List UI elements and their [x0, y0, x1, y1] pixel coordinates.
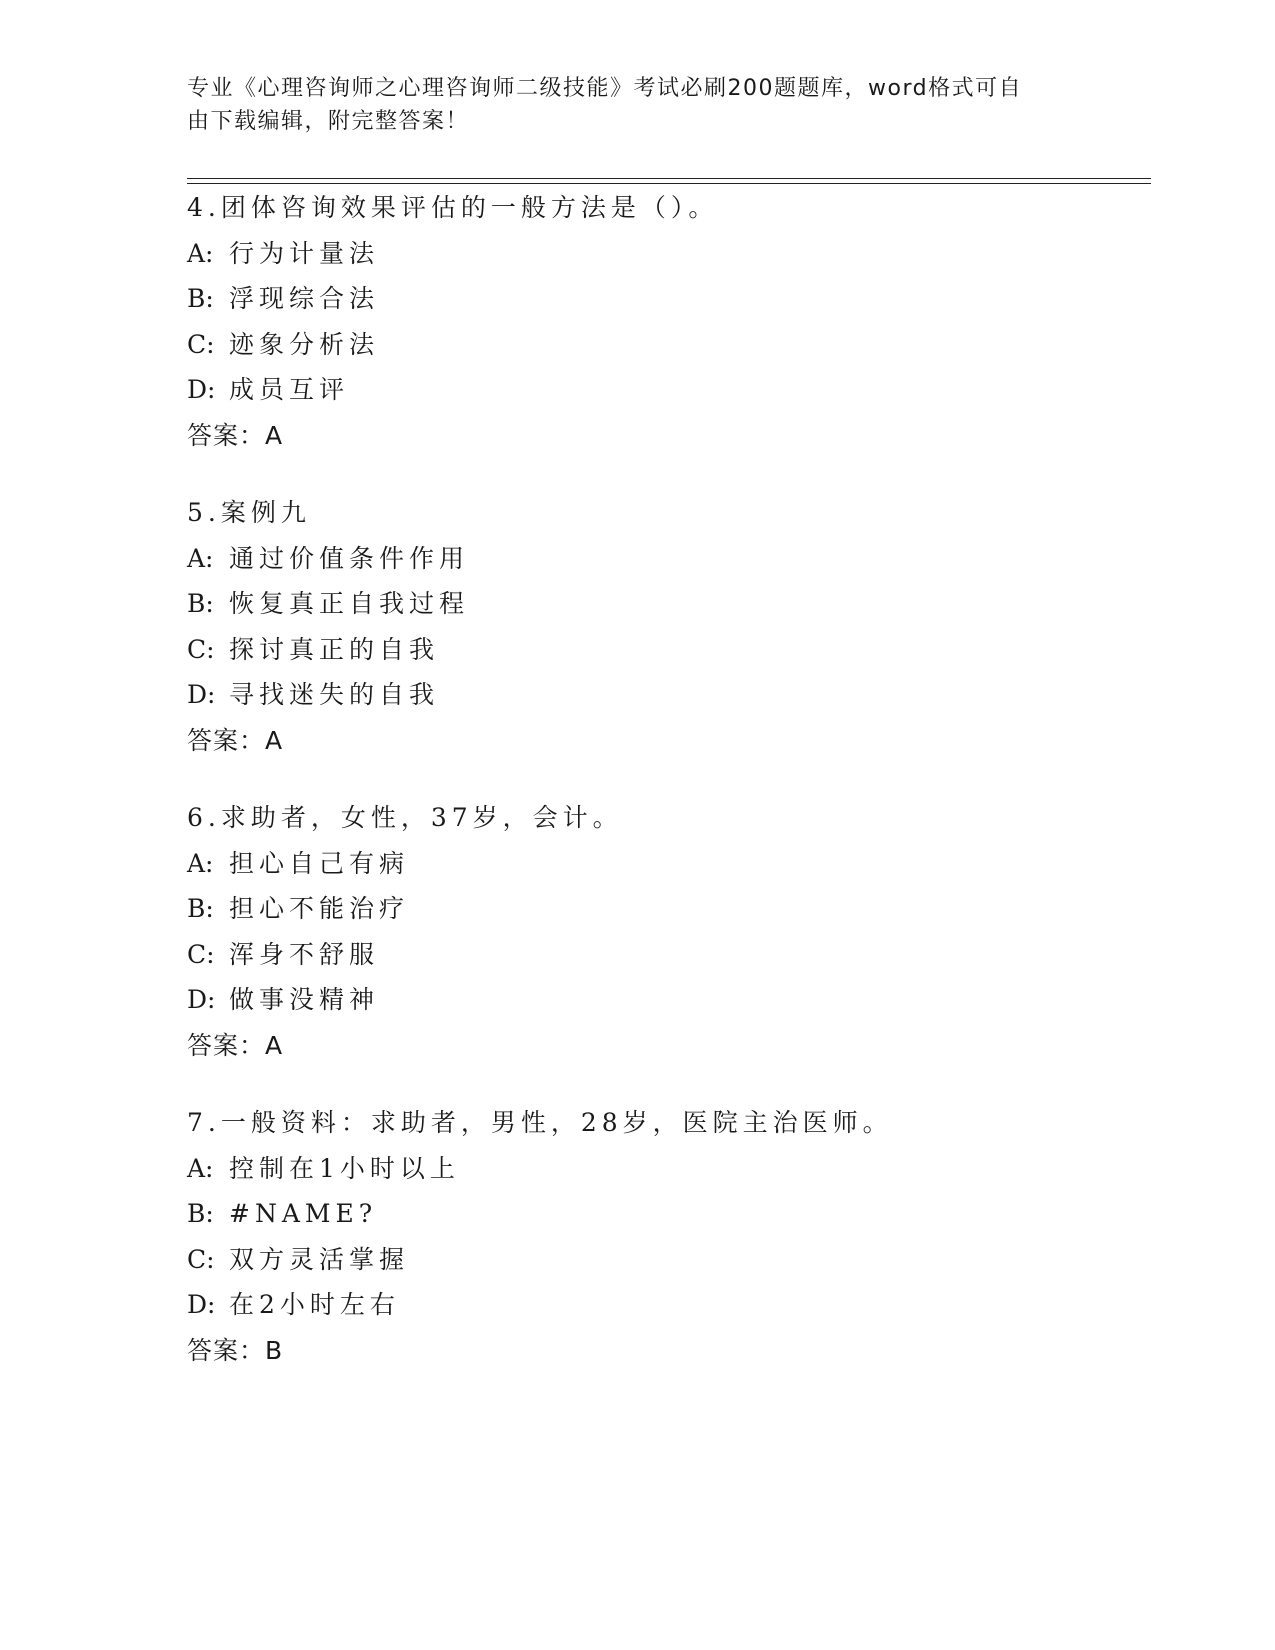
header-divider-top: [187, 178, 1151, 179]
option-letter: B:: [187, 284, 214, 313]
option-letter: B:: [187, 589, 214, 618]
option-d: [187, 977, 1127, 1023]
option-text: 在2小时左右: [229, 1290, 400, 1319]
option-text: 行为计量法: [229, 238, 380, 268]
option-b: [187, 276, 1127, 322]
option-text: #NAME?: [229, 1199, 378, 1228]
option-a: [187, 1146, 1127, 1192]
option-c: [187, 1237, 1127, 1283]
header-divider-bottom: [187, 183, 1151, 184]
header-line-1: 专业《心理咨询师之心理咨询师二级技能》考试必刷200题题库，word格式可自: [187, 76, 1023, 101]
option-text: 担心不能治疗: [229, 894, 410, 923]
header-line-2: 由下载编辑，附完整答案！: [187, 109, 470, 134]
option-text: 探讨真正的自我: [229, 634, 440, 664]
option-letter: C:: [187, 329, 215, 359]
option-letter: A:: [187, 238, 214, 268]
option-letter: A:: [187, 1153, 214, 1183]
option-d: [187, 672, 1127, 718]
question-stem: 6.求助者，女性，37岁，会计。: [187, 803, 623, 832]
option-text: 控制在1小时以上: [229, 1153, 460, 1183]
option-a: [187, 536, 1127, 582]
option-letter: D:: [187, 1290, 216, 1319]
option-c: [187, 627, 1127, 673]
option-text: 成员互评: [229, 375, 350, 404]
question-4: [187, 185, 1127, 458]
question-6: [187, 795, 1127, 1068]
option-letter: B:: [187, 1199, 214, 1228]
answer-line: 答案：A: [187, 420, 284, 450]
option-text: 寻找迷失的自我: [229, 680, 440, 709]
option-letter: C:: [187, 634, 215, 664]
option-c: [187, 932, 1127, 978]
answer-line: 答案：A: [187, 725, 284, 755]
option-text: 浑身不舒服: [229, 939, 380, 969]
question-5: [187, 490, 1127, 763]
answer-line: 答案：B: [187, 1335, 284, 1365]
option-text: 担心自己有病: [229, 848, 410, 878]
option-text: 做事没精神: [229, 985, 380, 1014]
option-text: 恢复真正自我过程: [229, 589, 470, 618]
option-text: 迹象分析法: [229, 329, 380, 359]
option-text: 浮现综合法: [229, 284, 380, 313]
option-letter: D:: [187, 985, 216, 1014]
option-c: [187, 322, 1127, 368]
answer-line: 答案：A: [187, 1030, 284, 1060]
question-stem: 5.案例九: [187, 498, 311, 527]
option-letter: A:: [187, 848, 214, 878]
option-b: [187, 1191, 1127, 1237]
question-stem: 7.一般资料：求助者，男性，28岁，医院主治医师。: [187, 1108, 893, 1137]
option-b: [187, 581, 1127, 627]
option-d: [187, 367, 1127, 413]
option-text: 通过价值条件作用: [229, 543, 470, 573]
option-text: 双方灵活掌握: [229, 1244, 410, 1274]
document-header: [187, 72, 1067, 138]
option-letter: A:: [187, 543, 214, 573]
option-letter: C:: [187, 939, 215, 969]
question-7: [187, 1100, 1127, 1373]
option-a: [187, 841, 1127, 887]
option-letter: B:: [187, 894, 214, 923]
option-a: [187, 231, 1127, 277]
option-b: [187, 886, 1127, 932]
question-stem: 4.团体咨询效果评估的一般方法是（）。: [187, 193, 719, 222]
option-letter: D:: [187, 680, 216, 709]
option-d: [187, 1282, 1127, 1328]
option-letter: D:: [187, 375, 216, 404]
option-letter: C:: [187, 1244, 215, 1274]
